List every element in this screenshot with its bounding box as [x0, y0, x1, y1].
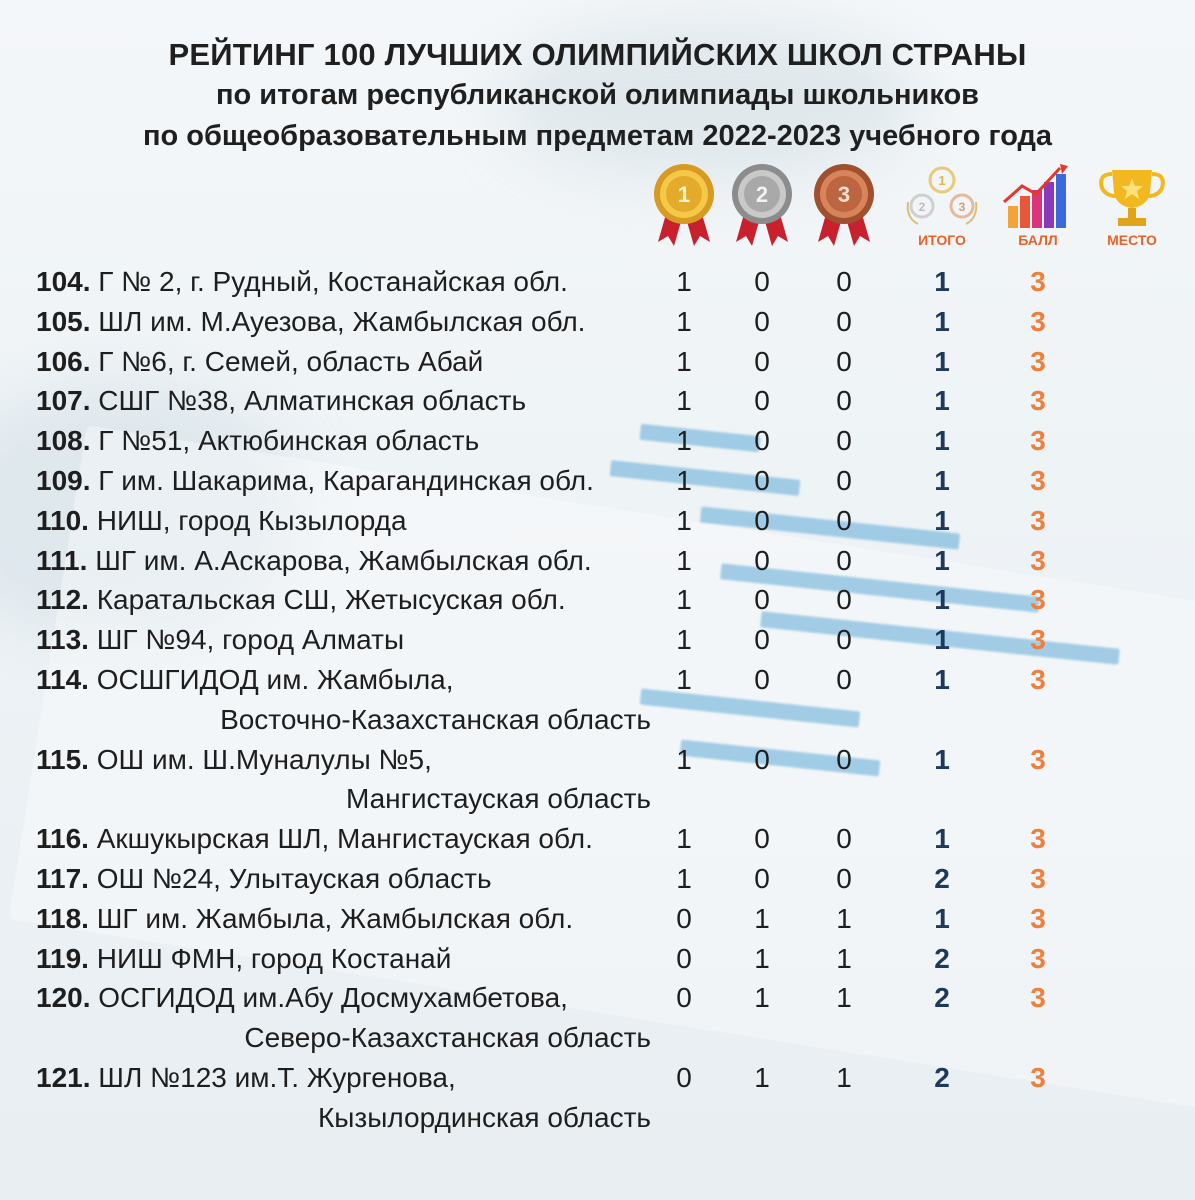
- bronze-count: 0: [836, 624, 852, 656]
- rank-number: 116.: [36, 823, 89, 855]
- school-name: [36, 461, 594, 501]
- silver-count: 0: [754, 345, 770, 377]
- bronze-count: 0: [836, 664, 852, 695]
- school-title: ОСГИДОД им.Абу Досмухамбетова,: [98, 982, 568, 1014]
- table-row: [0, 660, 1195, 700]
- school-name: [36, 342, 483, 382]
- table-row: [0, 580, 1195, 620]
- rank-number: 115.: [36, 743, 89, 775]
- school-name: [36, 978, 568, 1018]
- place-value: 3: [1030, 544, 1046, 576]
- rank-number: 105.: [36, 305, 91, 337]
- svg-text:3: 3: [837, 182, 851, 207]
- table-row-continuation: [0, 779, 1195, 819]
- gold-count: 1: [676, 624, 692, 656]
- total-value: 1: [934, 664, 950, 695]
- place-value: 3: [1030, 584, 1046, 616]
- gold-count: 0: [676, 902, 692, 934]
- total-value: 1: [934, 902, 950, 934]
- school-title: ОСШГИДОД им. Жамбыла,: [96, 664, 454, 695]
- gold-count: 0: [676, 982, 692, 1014]
- bronze-count: 0: [836, 544, 852, 576]
- gold-count: 1: [676, 823, 692, 855]
- score-column-label: БАЛЛ: [1018, 232, 1058, 248]
- rank-number: 119.: [36, 942, 89, 974]
- gold-count: 1: [676, 664, 692, 695]
- gold-count: 1: [676, 305, 692, 337]
- table-row: [0, 381, 1195, 421]
- school-title: НИШ, город Кызылорда: [96, 504, 407, 536]
- bronze-count: 0: [836, 305, 852, 337]
- place-column-label: МЕСТО: [1107, 232, 1157, 248]
- school-name: [36, 1058, 456, 1098]
- school-name: [36, 302, 585, 342]
- table-row: [0, 620, 1195, 660]
- rank-number: 121.: [36, 1062, 91, 1093]
- silver-count: 1: [754, 1062, 770, 1093]
- table-row: [0, 541, 1195, 581]
- bronze-count: 0: [836, 504, 852, 536]
- school-region: Восточно-Казахстанская область: [220, 703, 651, 735]
- gold-count: 1: [676, 584, 692, 616]
- school-name: [36, 262, 568, 302]
- total-value: 2: [934, 1062, 950, 1093]
- silver-count: 0: [754, 504, 770, 536]
- total-value: 1: [934, 465, 950, 496]
- school-title: НИШ ФМН, город Костанай: [96, 942, 452, 974]
- gold-count: 1: [676, 345, 692, 377]
- silver-count: 1: [754, 982, 770, 1014]
- school-title: ОШ №24, Улытауская область: [96, 863, 492, 894]
- school-region: Мангистауская область: [345, 783, 651, 815]
- place-value: 3: [1030, 266, 1046, 297]
- silver-count: 1: [754, 942, 770, 974]
- place-value: 3: [1030, 465, 1046, 496]
- trophy-icon: [1092, 162, 1172, 248]
- gold-count: 1: [676, 425, 692, 457]
- bronze-count: 1: [836, 942, 852, 974]
- rank-number: 113.: [36, 624, 89, 656]
- gold-count: 1: [676, 863, 692, 894]
- svg-text:1: 1: [938, 173, 946, 188]
- table-row: [0, 262, 1195, 302]
- school-title: ШЛ им. М.Ауезова, Жамбылская обл.: [98, 305, 586, 337]
- table-row: [0, 978, 1195, 1018]
- total-value: 1: [934, 584, 950, 616]
- school-region: Северо-Казахстанская область: [244, 1022, 651, 1054]
- rank-number: 106.: [36, 345, 91, 377]
- table-row-continuation: [0, 1018, 1195, 1058]
- bronze-count: 0: [836, 465, 852, 496]
- total-value: 1: [934, 266, 950, 297]
- silver-count: 0: [754, 305, 770, 337]
- school-name: [36, 381, 526, 421]
- svg-text:2: 2: [755, 182, 769, 207]
- place-value: 3: [1030, 624, 1046, 656]
- total-value: 2: [934, 863, 950, 894]
- total-value: 1: [934, 504, 950, 536]
- rank-number: 118.: [36, 902, 89, 934]
- bronze-count: 0: [836, 385, 852, 417]
- school-name: [36, 740, 432, 780]
- column-icons: [0, 162, 1195, 252]
- gold-count: 1: [676, 504, 692, 536]
- total-value: 1: [934, 823, 950, 855]
- school-title: ШГ №94, город Алматы: [96, 624, 405, 656]
- silver-count: 0: [754, 664, 770, 695]
- bronze-count: 0: [836, 425, 852, 457]
- gold-count: 1: [676, 266, 692, 297]
- silver-count: 0: [754, 584, 770, 616]
- total-value: 1: [934, 624, 950, 656]
- table-row-continuation: [0, 700, 1195, 740]
- table-row: [0, 342, 1195, 382]
- title-line-3: по общеобразовательным предметам 2022-2023 учебного года: [142, 120, 1053, 152]
- total-value: 1: [934, 425, 950, 457]
- table-row: [0, 501, 1195, 541]
- rank-number: 107.: [36, 385, 91, 417]
- bronze-count: 0: [836, 823, 852, 855]
- place-value: 3: [1030, 942, 1046, 974]
- rank-number: 108.: [36, 425, 91, 457]
- school-title: Каратальская СШ, Жетысуская обл.: [96, 584, 566, 616]
- school-name: [36, 541, 592, 581]
- place-value: 3: [1030, 823, 1046, 855]
- school-title: ШГ им. Жамбыла, Жамбылская обл.: [96, 902, 574, 934]
- gold-count: 1: [676, 544, 692, 576]
- place-value: 3: [1030, 902, 1046, 934]
- silver-count: 0: [754, 743, 770, 775]
- rank-number: 109.: [36, 465, 91, 496]
- rank-number: 117.: [36, 863, 89, 894]
- gold-count: 1: [676, 385, 692, 417]
- title-line-1: РЕЙТИНГ 100 ЛУЧШИХ ОЛИМПИЙСКИХ ШКОЛ СТРАНЫ: [168, 37, 1027, 72]
- table-row-continuation: [0, 1098, 1195, 1138]
- place-value: 3: [1030, 504, 1046, 536]
- school-name: [36, 899, 573, 939]
- table-row: [0, 859, 1195, 899]
- total-value: 2: [934, 982, 950, 1014]
- table-row: [0, 740, 1195, 780]
- silver-count: 0: [754, 823, 770, 855]
- page-header: [0, 34, 1195, 157]
- silver-count: 0: [754, 624, 770, 656]
- laurel-medals-icon: [902, 162, 982, 248]
- total-value: 1: [934, 544, 950, 576]
- silver-count: 0: [754, 544, 770, 576]
- gold-medal-icon: [644, 162, 724, 248]
- silver-medal-icon: [722, 162, 802, 248]
- total-value: 1: [934, 743, 950, 775]
- place-value: 3: [1030, 1062, 1046, 1093]
- school-title: Акшукырская ШЛ, Мангистауская обл.: [96, 823, 593, 855]
- bronze-count: 0: [836, 345, 852, 377]
- table-row: [0, 302, 1195, 342]
- school-title: Г №6, г. Семей, область Абай: [98, 345, 484, 377]
- bronze-count: 1: [836, 982, 852, 1014]
- school-title: ОШ им. Ш.Муналулы №5,: [96, 743, 432, 775]
- school-name: [36, 939, 451, 979]
- place-value: 3: [1030, 305, 1046, 337]
- silver-count: 0: [754, 266, 770, 297]
- table-row: [0, 421, 1195, 461]
- school-title: ШЛ №123 им.Т. Жургенова,: [98, 1062, 456, 1093]
- place-value: 3: [1030, 664, 1046, 695]
- title-line-2: по итогам республиканской олимпиады школьников: [215, 79, 980, 111]
- school-title: Г №51, Актюбинская область: [98, 425, 480, 457]
- place-value: 3: [1030, 425, 1046, 457]
- place-value: 3: [1030, 863, 1046, 894]
- school-title: СШГ №38, Алматинская область: [98, 385, 527, 417]
- silver-count: 1: [754, 902, 770, 934]
- table-row: [0, 819, 1195, 859]
- place-value: 3: [1030, 982, 1046, 1014]
- school-name: [36, 421, 479, 461]
- svg-text:1: 1: [677, 182, 691, 207]
- rank-number: 104.: [36, 266, 91, 297]
- table-row: [0, 1058, 1195, 1098]
- total-value: 1: [934, 385, 950, 417]
- rank-number: 111.: [36, 544, 88, 576]
- bar-chart-icon: [998, 162, 1078, 248]
- bronze-medal-icon: [804, 162, 884, 248]
- rank-number: 114.: [36, 664, 89, 695]
- school-title: ШГ им. А.Аскарова, Жамбылская обл.: [95, 544, 592, 576]
- table-row: [0, 939, 1195, 979]
- silver-count: 0: [754, 425, 770, 457]
- gold-count: 0: [676, 942, 692, 974]
- place-value: 3: [1030, 385, 1046, 417]
- place-value: 3: [1030, 345, 1046, 377]
- silver-count: 0: [754, 385, 770, 417]
- bronze-count: 0: [836, 863, 852, 894]
- table-row: [0, 899, 1195, 939]
- place-value: 3: [1030, 743, 1046, 775]
- gold-count: 0: [676, 1062, 692, 1093]
- rank-number: 112.: [36, 584, 89, 616]
- school-name: [36, 501, 407, 541]
- school-title: Г № 2, г. Рудный, Костанайская обл.: [98, 266, 568, 297]
- silver-count: 0: [754, 863, 770, 894]
- svg-text:3: 3: [958, 200, 966, 214]
- silver-count: 0: [754, 465, 770, 496]
- school-name: [36, 819, 593, 859]
- total-value: 1: [934, 345, 950, 377]
- rank-number: 110.: [36, 504, 89, 536]
- school-name: [36, 859, 492, 899]
- school-name: [36, 580, 566, 620]
- school-title: Г им. Шакарима, Карагандинская обл.: [98, 465, 594, 496]
- bronze-count: 1: [836, 902, 852, 934]
- bronze-count: 0: [836, 266, 852, 297]
- total-column-label: ИТОГО: [918, 232, 966, 248]
- bronze-count: 1: [836, 1062, 852, 1093]
- svg-text:2: 2: [918, 200, 926, 214]
- total-value: 2: [934, 942, 950, 974]
- bronze-count: 0: [836, 743, 852, 775]
- bronze-count: 0: [836, 584, 852, 616]
- gold-count: 1: [676, 465, 692, 496]
- school-region: Кызылординская область: [317, 1101, 651, 1133]
- table-row: [0, 461, 1195, 501]
- total-value: 1: [934, 305, 950, 337]
- gold-count: 1: [676, 743, 692, 775]
- school-name: [36, 660, 454, 700]
- school-name: [36, 620, 404, 660]
- rank-number: 120.: [36, 982, 91, 1014]
